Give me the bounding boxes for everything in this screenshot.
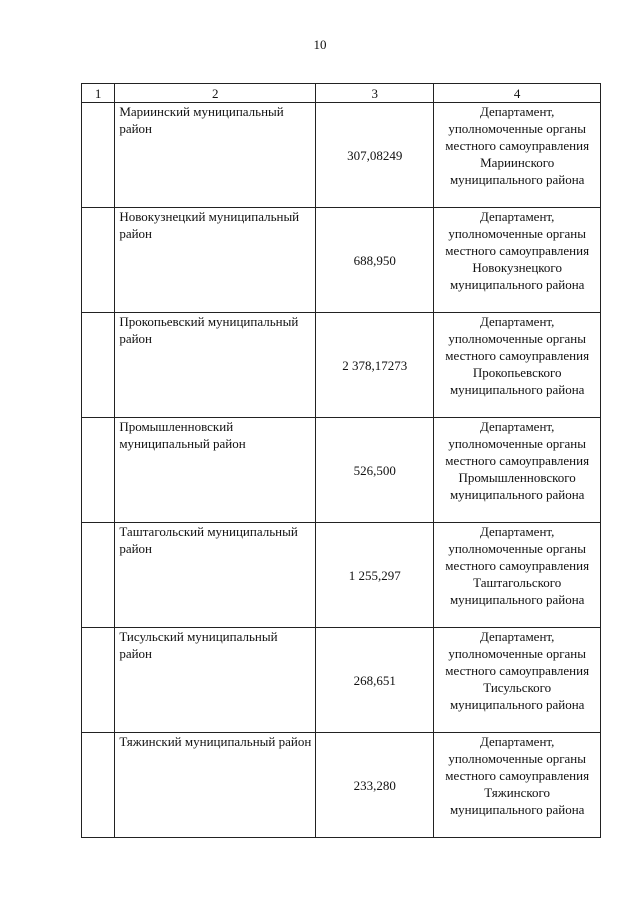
district-name-cell: Новокузнецкий муниципальный район: [115, 208, 316, 313]
agency-cell: Департамент, уполномоченные органы местного самоуправления Тяжинского муниципального района: [434, 733, 601, 838]
header-cell-3: 3: [316, 84, 434, 103]
row-number-cell: [82, 208, 115, 313]
district-name-cell: Тяжинский муниципальный район: [115, 733, 316, 838]
amount-cell: 307,08249: [316, 103, 434, 208]
district-name-cell: Мариинский муниципальный район: [115, 103, 316, 208]
amount-cell: 2 378,17273: [316, 313, 434, 418]
row-number-cell: [82, 733, 115, 838]
amount-cell: 268,651: [316, 628, 434, 733]
row-number-cell: [82, 418, 115, 523]
amount-cell: 526,500: [316, 418, 434, 523]
row-number-cell: [82, 313, 115, 418]
district-name-cell: Таштагольский муниципальный район: [115, 523, 316, 628]
table-header-row: [82, 84, 601, 103]
page-number: 10: [313, 37, 327, 52]
amount-cell: 233,280: [316, 733, 434, 838]
table-row: [82, 208, 601, 313]
table-row: [82, 523, 601, 628]
table-row: [82, 418, 601, 523]
agency-cell: Департамент, уполномоченные органы местного самоуправления Таштагольского муниципального района: [434, 523, 601, 628]
district-name-cell: Прокопьевский муниципальный район: [115, 313, 316, 418]
header-cell-1: 1: [82, 84, 115, 103]
agency-cell: Департамент, уполномоченные органы местного самоуправления Прокопьевского муниципального района: [434, 313, 601, 418]
agency-cell: Департамент, уполномоченные органы местного самоуправления Тисульского муниципального района: [434, 628, 601, 733]
row-number-cell: [82, 103, 115, 208]
row-number-cell: [82, 628, 115, 733]
district-name-cell: Промышленновский муниципальный район: [115, 418, 316, 523]
agency-cell: Департамент, уполномоченные органы местного самоуправления Промышленновского муниципального района: [434, 418, 601, 523]
table-row: [82, 733, 601, 838]
table-row: [82, 103, 601, 208]
row-number-cell: [82, 523, 115, 628]
agency-cell: Департамент, уполномоченные органы местного самоуправления Новокузнецкого муниципального района: [434, 208, 601, 313]
agency-cell: Департамент, уполномоченные органы местного самоуправления Мариинского муниципального района: [434, 103, 601, 208]
header-cell-4: 4: [434, 84, 601, 103]
table-row: [82, 313, 601, 418]
amount-cell: 688,950: [316, 208, 434, 313]
table-row: [82, 628, 601, 733]
allocation-table: [81, 83, 601, 838]
amount-cell: 1 255,297: [316, 523, 434, 628]
header-cell-2: 2: [115, 84, 316, 103]
district-name-cell: Тисульский муниципальный район: [115, 628, 316, 733]
